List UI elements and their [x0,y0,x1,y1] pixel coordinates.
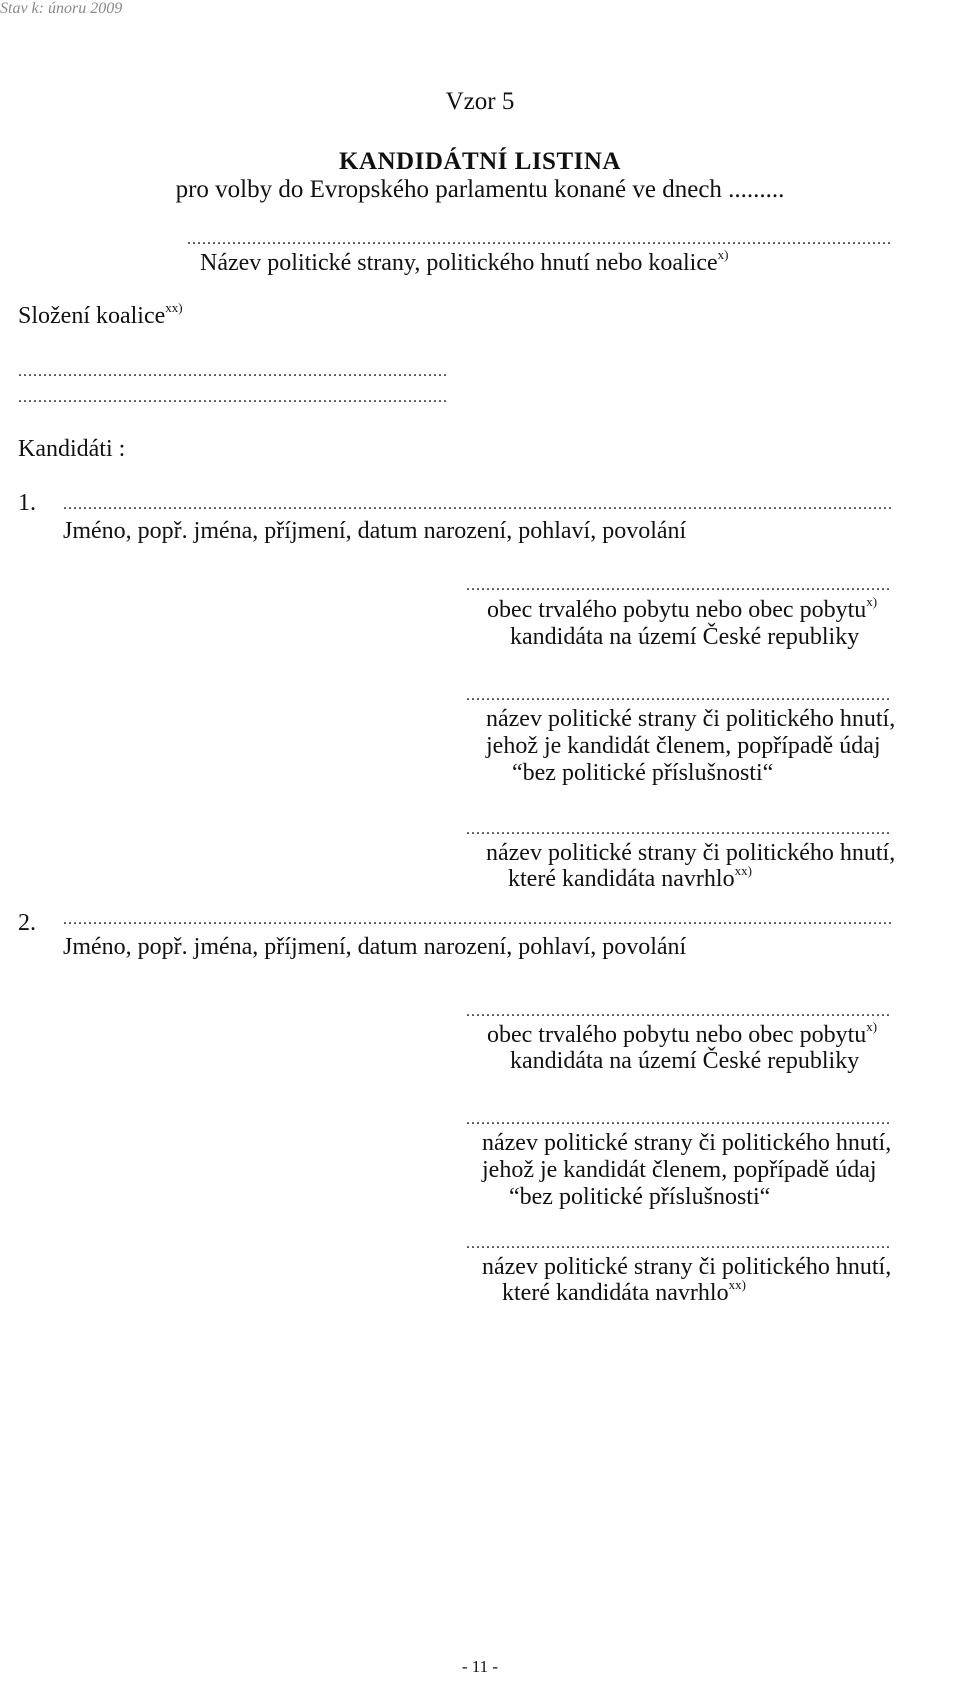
nominator-dotted-line [466,1236,892,1252]
party-caption-text: Název politické strany, politického hnutí nebo koalice [200,250,718,276]
nominator-mark: xx) [734,863,752,878]
nominator-caption-line1: název politické strany či politického hnutí, [482,1254,892,1280]
residence-caption-line2: kandidáta na území České republiky [510,1048,860,1074]
residence-dotted-line [466,578,892,594]
nominator-caption-line1: název politické strany či politického hnutí, [486,840,896,866]
nominator-caption-line2 [502,1277,746,1307]
residence-mark: x) [866,594,878,609]
residence-caption-line2: kandidáta na území České republiky [510,624,860,650]
membership-caption-line1: název politické strany či politického hnutí, [486,706,896,732]
residence-text: obec trvalého pobytu nebo obec pobytu [487,597,867,623]
nominator-text: které kandidáta navrhlo [502,1280,729,1306]
nominator-text: které kandidáta navrhlo [508,866,735,892]
party-caption [200,247,729,277]
coalition-dotted-line-2 [18,390,446,406]
membership-caption-line2: jehož je kandidát členem, popřípadě údaj [482,1157,877,1183]
residence-caption-line1 [487,594,878,624]
residence-dotted-line [466,1004,892,1020]
document-subtitle: pro volby do Evropského parlamentu konané ve dnech ......... [175,176,785,203]
candidate-number: 2. [18,910,36,936]
candidate-name-dotted-line [63,497,892,513]
party-caption-mark: x) [717,247,729,262]
coalition-mark: xx) [165,300,183,315]
candidate-name-dotted-line [63,912,892,928]
coalition-label [18,300,183,330]
coalition-dotted-line-1 [18,364,446,380]
candidate-number: 1. [18,490,36,516]
page-number: - 11 - [461,1657,499,1676]
membership-caption-line3: “bez politické příslušnosti“ [512,760,774,786]
membership-caption-line1: název politické strany či politického hnutí, [482,1130,892,1156]
membership-caption-line3: “bez politické příslušnosti“ [509,1184,771,1210]
candidate-name-caption: Jméno, popř. jména, příjmení, datum narození, pohlaví, povolání [63,518,687,544]
residence-mark: x) [866,1019,878,1034]
coalition-label-text: Složení koalice [18,303,166,329]
header-note: Stav k: únoru 2009 [0,0,123,17]
party-name-dotted-line [187,232,892,248]
residence-text: obec trvalého pobytu nebo obec pobytu [487,1022,867,1048]
nominator-caption-line2 [508,863,752,893]
nominator-mark: xx) [728,1277,746,1292]
document-title: KANDIDÁTNÍ LISTINA [339,148,621,175]
membership-caption-line2: jehož je kandidát členem, popřípadě údaj [486,733,881,759]
candidate-name-caption: Jméno, popř. jména, příjmení, datum narození, pohlaví, povolání [63,934,687,960]
candidates-label: Kandidáti : [18,436,126,462]
nominator-dotted-line [466,822,892,838]
residence-caption-line1 [487,1019,878,1049]
form-id: Vzor 5 [445,88,515,115]
membership-dotted-line [466,688,892,704]
membership-dotted-line [466,1112,892,1128]
